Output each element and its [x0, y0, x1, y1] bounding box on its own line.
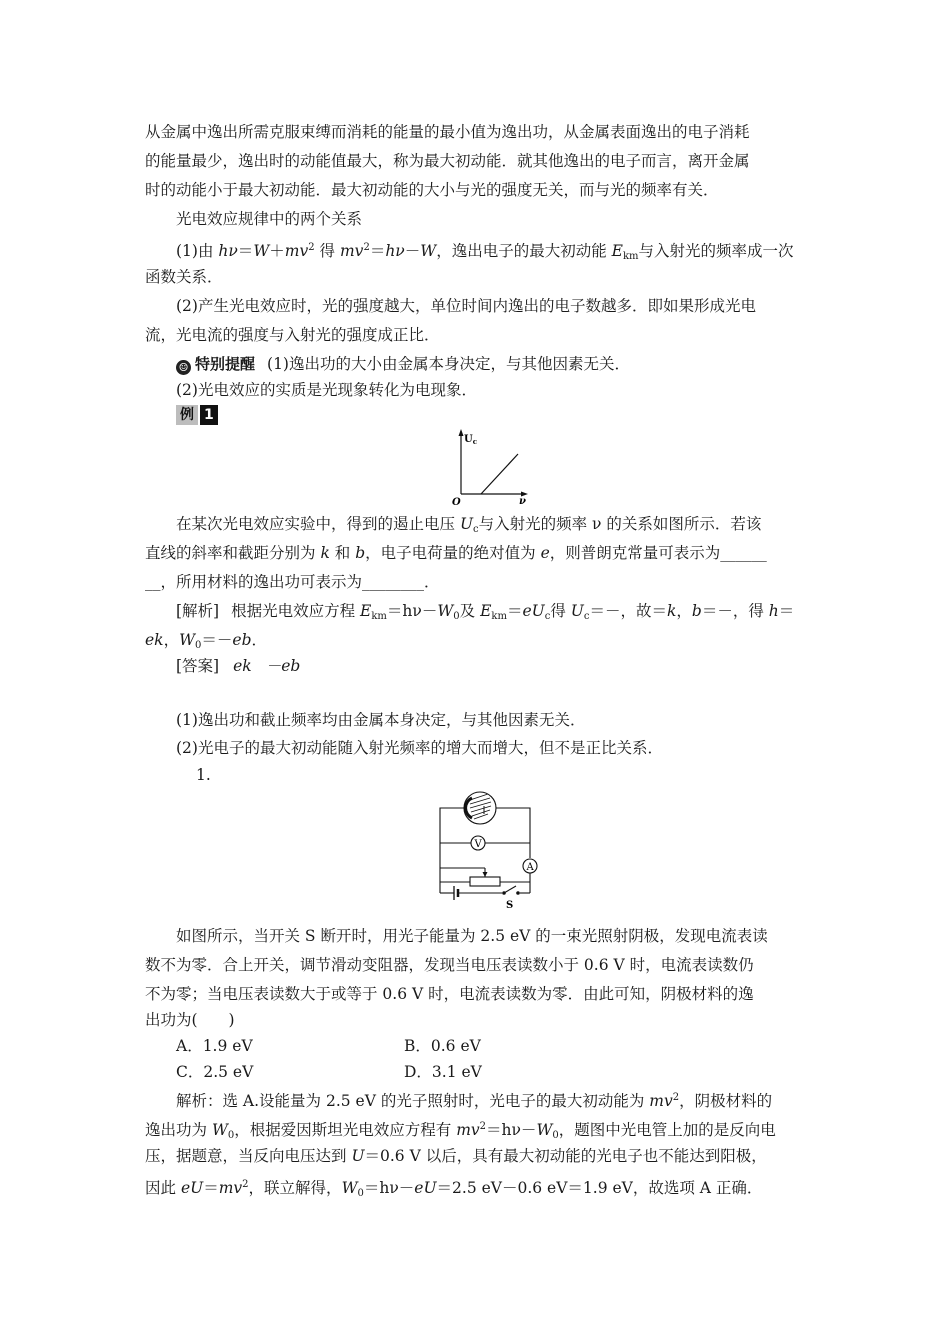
text-line: (2)光电子的最大初动能随入射光频率的增大而增大，但不是正比关系． [176, 739, 663, 757]
text-line: 流，光电流的强度与入射光的强度成正比． [145, 326, 440, 344]
text-line: 不为零；当电压表读数大于或等于 0.6 V 时，电流表读数为零．由此可知，阴极材料的逸 [145, 985, 754, 1003]
text-line: 从金属中逸出所需克服束缚而消耗的能量的最小值为逸出功，从金属表面逸出的电子消耗 [145, 123, 750, 141]
rheostat [470, 877, 500, 886]
y-axis-arrow [459, 429, 464, 436]
solution-line: 因此 $eU=mv^2$，联立解得，$W_0=h\nu-eU=2.5$ eV－0.6 eV＝1.9 eV，故选项 A 正确． [145, 1179, 763, 1199]
text-line: (2)光电效应的实质是光现象转化为电现象． [176, 381, 477, 399]
text-line: 函数关系． [145, 268, 223, 286]
text-line: (2)产生光电效应时，光的强度越大，单位时间内逸出的电子数越多．即如果形成光电 [176, 297, 756, 315]
uc-frequency-graph [448, 426, 538, 508]
smiley-icon: ☺ [176, 360, 191, 375]
circuit-diagram [430, 788, 545, 910]
example-line: 直线的斜率和截距分别为 k 和 b，电子电荷量的绝对值为 e，则普朗克常量可表示为______ [145, 544, 767, 562]
option-a: A．1.9 eV [176, 1037, 253, 1055]
voltmeter-label: V [474, 839, 482, 850]
tip-label: 特别提醒 [195, 355, 256, 373]
section-heading: 光电效应规律中的两个关系 [176, 210, 363, 228]
tip-line: ☺ 特别提醒 (1)逸出功的大小由金属本身决定，与其他因素无关． [176, 354, 630, 375]
data-line [481, 454, 518, 494]
switch-label: S [506, 900, 514, 910]
text-line: __，所用材料的逸出功可表示为________． [145, 573, 440, 591]
solution-line: 解析：选 A.设能量为 2.5 eV 的光子照射时，光电子的最大初动能为 $mv^2$，阴极材料的 [176, 1092, 773, 1110]
option-d: D．3.1 eV [404, 1063, 482, 1081]
option-c: C．2.5 eV [176, 1063, 254, 1081]
answer-line: [答案] ek －eb [176, 657, 301, 675]
analysis-line: [解析] 根据光电效应方程 $E_{km}=h\nu-W_0$及 $E_{km}=eU_c$得 $U_c=-$，故＝k，b＝－，得 h＝ [176, 602, 795, 622]
light-rays [470, 794, 491, 819]
text-line: 出功为( ) [145, 1011, 235, 1029]
solution-line: 压，据题意，当反向电压达到 U＝0.6 V 以后，具有最大初动能的光电子也不能达到阳极， [145, 1147, 767, 1165]
text-line: 的能量最少，逸出时的动能值最大，称为最大初动能．就其他逸出的电子而言，离开金属 [145, 152, 750, 170]
text-line: 数不为零．合上开关，调节滑动变阻器，发现当电压表读数小于 0.6 V 时，电流表读数仍 [145, 956, 754, 974]
x-axis-label: ν [519, 496, 526, 507]
text-line: 时的动能小于最大初动能．最大初动能的大小与光的强度无关，而与光的频率有关． [145, 181, 719, 199]
option-b: B．0.6 eV [404, 1037, 481, 1055]
example-line: 在某次光电效应实验中，得到的遏止电压 $U_c$与入射光的频率 ν 的关系如图所示．若该 [176, 515, 762, 535]
example-badge: 例 1 [176, 405, 218, 425]
question-number: 1. [196, 766, 211, 784]
text-line: (1)逸出功和截止频率均由金属本身决定，与其他因素无关． [176, 711, 586, 729]
y-axis-label: $U_c$ [464, 434, 477, 446]
text-line: 如图所示，当开关 S 断开时，用光子能量为 2.5 eV 的一束光照射阴极，发现电流表读 [176, 927, 768, 945]
origin-label: O [452, 497, 461, 508]
ammeter-label: A [526, 862, 534, 873]
analysis-line: ek，$W_0=-eb$． [145, 631, 268, 651]
relation-1-line: (1)由 $h\nu=W+mv^2$ 得 $mv^2=h\nu-W$，逸出电子的最大初动能 $E_{km}$与入射光的频率成一次 [176, 242, 794, 262]
solution-line: 逸出功为 $W_0$，根据爱因斯坦光电效应方程有 $mv^2=h\nu-W_0$，题图中光电管上加的是反向电 [145, 1121, 776, 1141]
